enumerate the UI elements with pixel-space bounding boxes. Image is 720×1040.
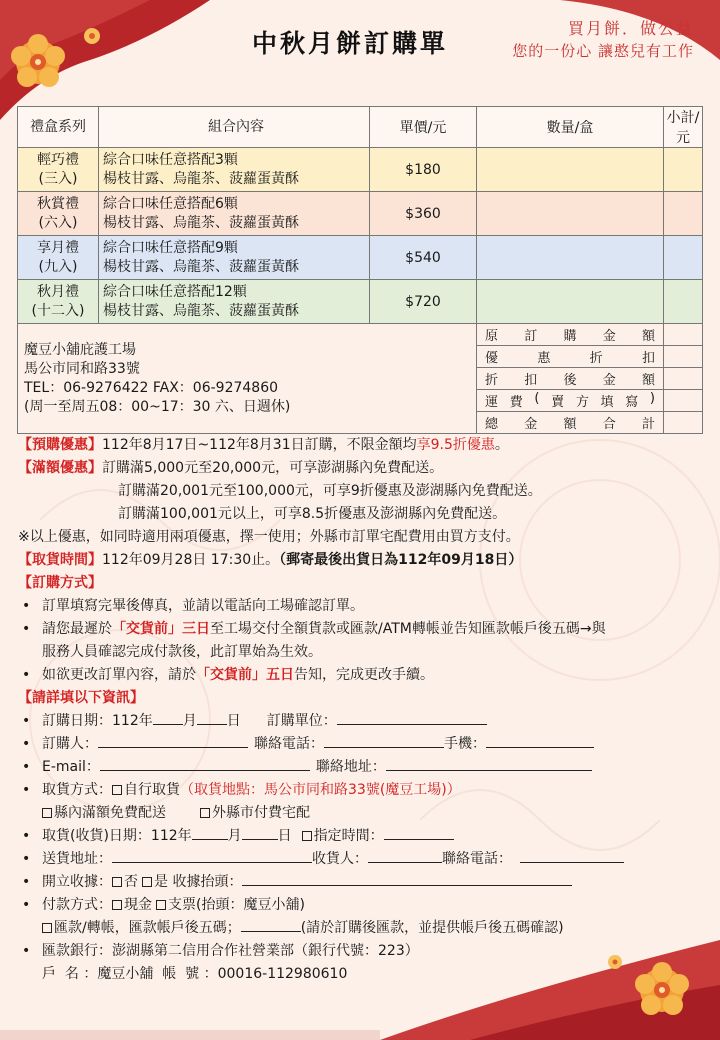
receiver-tel-input[interactable] bbox=[520, 848, 624, 863]
receipt-field: • 開立收據： 否 是 收據抬頭： bbox=[18, 871, 708, 894]
summary-row bbox=[18, 324, 703, 346]
local-delivery-checkbox[interactable] bbox=[42, 808, 52, 818]
price-cell: $360 bbox=[370, 192, 477, 236]
header-combo: 組合內容 bbox=[99, 107, 370, 148]
summary-label-discount bbox=[477, 346, 664, 368]
receipt-no-checkbox[interactable] bbox=[112, 877, 122, 887]
combo-line-2: 楊枝甘露、烏龍茶、菠蘿蛋黃酥 bbox=[103, 214, 299, 231]
series-name: 秋月禮 bbox=[37, 283, 79, 300]
slogan-line-1: 買月餅．做公益 bbox=[567, 19, 694, 38]
summary-char: 原 bbox=[485, 329, 499, 344]
series-name: 輕巧禮 bbox=[37, 151, 79, 168]
receipt-yes-checkbox[interactable] bbox=[142, 877, 152, 887]
pickup-label: 【取貨時間】 bbox=[18, 552, 102, 568]
summary-char: 計 bbox=[641, 417, 655, 432]
table-row bbox=[18, 236, 703, 280]
subtotal-field[interactable] bbox=[664, 192, 703, 236]
pickup-month-input[interactable] bbox=[192, 825, 228, 840]
account-last5-input[interactable] bbox=[241, 917, 301, 932]
summary-char: 訂 bbox=[524, 329, 538, 344]
presale-end: 。 bbox=[494, 437, 509, 453]
summary-value-after-discount[interactable] bbox=[664, 368, 703, 390]
month-input[interactable] bbox=[153, 710, 183, 725]
summary-char: ( bbox=[534, 391, 540, 406]
method-label: 【訂購方式】 bbox=[18, 575, 102, 591]
summary-char: 費 bbox=[509, 395, 523, 410]
series-count: (三入) bbox=[38, 170, 78, 187]
summary-char: 填 bbox=[600, 395, 614, 410]
quantity-field[interactable] bbox=[477, 148, 664, 192]
email-input[interactable] bbox=[100, 756, 310, 771]
check-checkbox[interactable] bbox=[156, 900, 166, 910]
series-name: 享月禮 bbox=[37, 239, 79, 256]
price-cell: $720 bbox=[370, 280, 477, 324]
combo-cell bbox=[99, 280, 370, 324]
tel-input[interactable] bbox=[324, 733, 444, 748]
table-row bbox=[18, 280, 703, 324]
time-checkbox[interactable] bbox=[302, 831, 312, 841]
bulk-line-1: 訂購滿5,000元至20,000元，可享澎湖縣內免費配送。 bbox=[102, 460, 444, 476]
price-cell: $540 bbox=[370, 236, 477, 280]
series-name: 秋賞禮 bbox=[37, 195, 79, 212]
notes-section bbox=[18, 434, 708, 986]
address-input[interactable] bbox=[386, 756, 592, 771]
shop-name: 魔豆小舖庇護工場 bbox=[24, 341, 136, 358]
series-cell bbox=[18, 148, 99, 192]
presale-line bbox=[18, 434, 708, 457]
series-count: (九入) bbox=[38, 258, 78, 275]
header-subtotal: 小計/元 bbox=[664, 107, 703, 148]
mobile-input[interactable] bbox=[486, 733, 594, 748]
pickup-method-field: • 取貨方式： 自行取貨（取貨地點：馬公市同和路33號(魔豆工場)） bbox=[22, 782, 461, 798]
summary-value-total[interactable] bbox=[664, 412, 703, 434]
bulk-line-2: 訂購滿20,001元至100,000元，可享9折優惠及澎湖縣內免費配送。 bbox=[118, 483, 542, 499]
slogan bbox=[512, 18, 694, 62]
summary-char: 扣 bbox=[641, 351, 655, 366]
summary-char: 額 bbox=[563, 417, 577, 432]
ship-address-field: • 送貨地址： 收貨人： 聯絡電話： bbox=[18, 848, 708, 871]
series-count: (六入) bbox=[38, 214, 78, 231]
header-qty: 數量/盒 bbox=[477, 107, 664, 148]
buyer-input[interactable] bbox=[98, 733, 248, 748]
order-table bbox=[17, 106, 703, 434]
pickup-line bbox=[18, 549, 708, 572]
quantity-field[interactable] bbox=[477, 192, 664, 236]
combo-cell bbox=[99, 148, 370, 192]
pickup-date-field: • 取貨(收貨)日期：112年 月 日 指定時間： bbox=[18, 825, 708, 848]
summary-char: 合 bbox=[602, 417, 616, 432]
method-item-2: • 請您最遲於「交貨前」三日至工場交付全額貨款或匯款/ATM轉帳並告知匯款帳戶後五碼→與 bbox=[22, 621, 606, 637]
combo-line-1: 綜合口味任意搭配12顆 bbox=[103, 283, 247, 300]
info-label: 【請詳填以下資訊】 bbox=[18, 690, 144, 706]
time-input[interactable] bbox=[384, 825, 454, 840]
series-cell bbox=[18, 192, 99, 236]
combo-line-2: 楊枝甘露、烏龍茶、菠蘿蛋黃酥 bbox=[103, 258, 299, 275]
summary-char: 金 bbox=[524, 417, 538, 432]
series-count: (十二入) bbox=[31, 302, 85, 319]
summary-char: 後 bbox=[563, 373, 577, 388]
pickup-text: 112年09月28日 17:30止。 bbox=[102, 552, 280, 568]
summary-char: 寫 bbox=[625, 395, 639, 410]
receiver-input[interactable] bbox=[368, 848, 442, 863]
summary-value-discount[interactable] bbox=[664, 346, 703, 368]
unit-input[interactable] bbox=[337, 710, 487, 725]
combo-line-2: 楊枝甘露、烏龍茶、菠蘿蛋黃酥 bbox=[103, 302, 299, 319]
summary-char: 額 bbox=[641, 329, 655, 344]
receipt-title-input[interactable] bbox=[242, 871, 572, 886]
method-item-3: • 如欲更改訂單內容，請於「交貨前」五日告知，完成更改手續。 bbox=[22, 667, 434, 683]
combo-line-1: 綜合口味任意搭配6顆 bbox=[103, 195, 238, 212]
summary-char: 總 bbox=[485, 417, 499, 432]
summary-char: 運 bbox=[485, 395, 499, 410]
summary-char: 優 bbox=[485, 351, 499, 366]
payment-field: • 付款方式： 現金 支票(抬頭：魔豆小舖) bbox=[22, 897, 305, 913]
slogan-line-2: 您的一份心 讓憨兒有工作 bbox=[512, 42, 694, 60]
ship-address-input[interactable] bbox=[112, 848, 312, 863]
combo-cell bbox=[99, 236, 370, 280]
table-row bbox=[18, 148, 703, 192]
bulk-line-3: 訂購滿100,001元以上，可享8.5折優惠及澎湖縣內免費配送。 bbox=[118, 506, 507, 522]
pickup-method-options: 縣內滿額免費配送 外縣市付費宅配 bbox=[18, 802, 708, 825]
shop-phone: TEL：06-9276422 FAX：06-9274860 bbox=[24, 379, 279, 396]
payment-transfer: 匯款/轉帳，匯款帳戶後五碼； (請於訂購後匯款，並提供帳戶後五碼確認) bbox=[18, 917, 708, 940]
subtotal-field[interactable] bbox=[664, 148, 703, 192]
bank-line: • 匯款銀行：澎湖縣第二信用合作社營業部（銀行代號：223） bbox=[22, 943, 419, 959]
header-series: 禮盒系列 bbox=[18, 107, 99, 148]
summary-label-total bbox=[477, 412, 664, 434]
transfer-checkbox[interactable] bbox=[42, 923, 52, 933]
self-pickup-checkbox[interactable] bbox=[112, 785, 122, 795]
table-row bbox=[18, 192, 703, 236]
shop-info bbox=[18, 324, 477, 434]
buyer-field: • 訂購人： 聯絡電話： 手機： bbox=[18, 733, 708, 756]
shop-hours: (周一至周五08：00~17：30 六、日週休) bbox=[24, 398, 291, 415]
email-field: • E-mail： 聯絡地址： bbox=[18, 756, 708, 779]
account-line: 戶 名 ：魔豆小舖 帳 號 ：00016-112980610 bbox=[42, 966, 348, 982]
remote-delivery-checkbox[interactable] bbox=[200, 808, 210, 818]
summary-char: 購 bbox=[563, 329, 577, 344]
summary-char: ) bbox=[649, 391, 655, 406]
summary-char: 折 bbox=[589, 351, 603, 366]
series-cell bbox=[18, 236, 99, 280]
bulk-label: 【滿額優惠】 bbox=[18, 460, 102, 476]
summary-label-original bbox=[477, 324, 664, 346]
series-cell bbox=[18, 280, 99, 324]
method-item-2-cont: 服務人員確認完成付款後，此訂單始為生效。 bbox=[42, 644, 322, 660]
combo-line-2: 楊枝甘露、烏龍茶、菠蘿蛋黃酥 bbox=[103, 170, 299, 187]
summary-value-shipping[interactable] bbox=[664, 390, 703, 412]
presale-text: 112年8月17日~112年8月31日訂購，不限金額均 bbox=[102, 437, 417, 453]
bulk-line bbox=[18, 457, 708, 480]
method-item-1: • 訂單填寫完畢後傳真，並請以電話向工場確認訂單。 bbox=[22, 598, 364, 614]
shop-address: 馬公市同和路33號 bbox=[24, 360, 140, 377]
summary-char: 賣 bbox=[551, 395, 565, 410]
presale-label: 【預購優惠】 bbox=[18, 437, 102, 453]
page-title: 中秋月餅訂購單 bbox=[252, 29, 449, 58]
quantity-field[interactable] bbox=[477, 236, 664, 280]
summary-label-shipping bbox=[477, 390, 664, 412]
summary-char: 折 bbox=[485, 373, 499, 388]
day-input[interactable] bbox=[197, 710, 227, 725]
order-date-field: • 訂購日期：112年 月 日 訂購單位： bbox=[18, 710, 708, 733]
cash-checkbox[interactable] bbox=[112, 900, 122, 910]
summary-label-after-discount bbox=[477, 368, 664, 390]
combo-line-1: 綜合口味任意搭配3顆 bbox=[103, 151, 238, 168]
summary-value-original[interactable] bbox=[664, 324, 703, 346]
combo-line-1: 綜合口味任意搭配9顆 bbox=[103, 239, 238, 256]
summary-char: 扣 bbox=[524, 373, 538, 388]
subtotal-field[interactable] bbox=[664, 280, 703, 324]
table-header-row bbox=[18, 107, 703, 148]
combo-cell bbox=[99, 192, 370, 236]
summary-char: 方 bbox=[575, 395, 589, 410]
pickup-deadline: （郵寄最後出貨日為112年09月18日） bbox=[279, 552, 523, 568]
price-cell: $180 bbox=[370, 148, 477, 192]
summary-char: 惠 bbox=[537, 351, 551, 366]
note-line: ※以上優惠，如同時適用兩項優惠，擇一使用；外縣市訂單宅配費用由買方支付。 bbox=[18, 529, 520, 545]
pickup-day-input[interactable] bbox=[242, 825, 278, 840]
quantity-field[interactable] bbox=[477, 280, 664, 324]
subtotal-field[interactable] bbox=[664, 236, 703, 280]
header-price: 單價/元 bbox=[370, 107, 477, 148]
summary-char: 金 bbox=[602, 373, 616, 388]
presale-highlight: 享9.5折優惠 bbox=[416, 437, 495, 453]
summary-char: 額 bbox=[641, 373, 655, 388]
summary-char: 金 bbox=[602, 329, 616, 344]
